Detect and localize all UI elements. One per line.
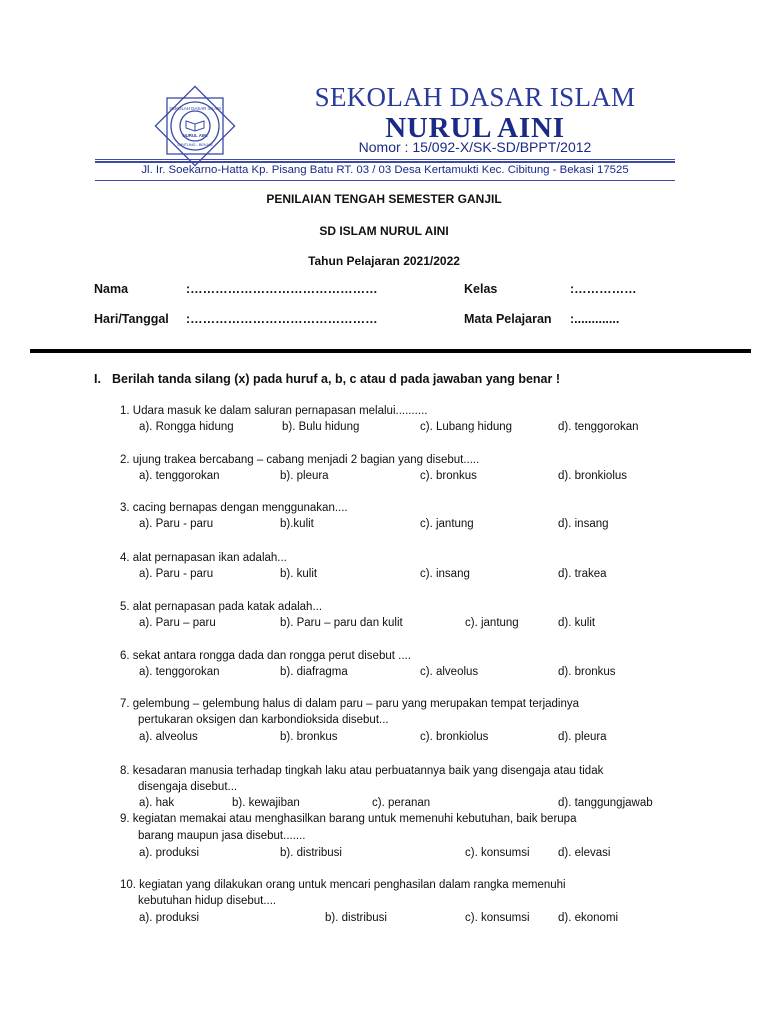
answer-option[interactable]: d). tanggungjawab [558, 797, 653, 809]
nama-field[interactable]: :……………………………………… [186, 282, 378, 296]
answer-option[interactable]: b). distribusi [280, 847, 342, 859]
school-seal-icon [153, 84, 237, 168]
question-text-continued: disengaja disebut... [138, 781, 238, 793]
answer-option[interactable]: c). insang [420, 568, 470, 580]
answer-option[interactable]: d). pleura [558, 731, 607, 743]
kelas-label: Kelas [464, 282, 498, 296]
answer-option[interactable]: d). ekonomi [558, 912, 619, 924]
answer-option[interactable]: b). diafragma [280, 666, 348, 678]
question-text: 6. sekat antara rongga dada dan rongga perut disebut .... [120, 650, 411, 662]
answer-option[interactable]: a). tenggorokan [139, 666, 220, 678]
answer-option[interactable]: d). elevasi [558, 847, 611, 859]
question-text: 10. kegiatan yang dilakukan orang untuk mencari penghasilan dalam rangka memenuhi [120, 879, 566, 891]
answer-option[interactable]: c). Lubang hidung [420, 421, 513, 433]
school-type: SEKOLAH DASAR ISLAM [314, 82, 636, 112]
answer-option[interactable]: a). hak [139, 797, 175, 809]
answer-option[interactable]: d). trakea [558, 568, 607, 580]
answer-option[interactable]: a). tenggorokan [139, 470, 220, 482]
question-text: 8. kesadaran manusia terhadap tingkah laku atau perbuatannya baik yang disengaja atau tidak [120, 765, 604, 777]
question-text: 1. Udara masuk ke dalam saluran pernapasan melalui.......... [120, 405, 428, 417]
seal-bottom-text: CIBITUNG - BEKASI [177, 143, 213, 147]
answer-option[interactable]: a). Paru - paru [139, 518, 214, 530]
answer-option[interactable]: c). bronkiolus [420, 731, 489, 743]
question-text: 7. gelembung – gelembung halus di dalam paru – paru yang merupakan tempat terjadinya [120, 698, 580, 710]
answer-option[interactable]: b). pleura [280, 470, 329, 482]
nama-label: Nama [94, 282, 129, 296]
section-divider [30, 349, 751, 353]
answer-option[interactable]: a). Paru – paru [139, 617, 216, 629]
answer-option[interactable]: b).kulit [280, 518, 314, 530]
answer-option[interactable]: c). peranan [372, 797, 431, 809]
school-registration-number: Nomor : 15/092-X/SK-SD/BPPT/2012 [358, 139, 592, 155]
header-rule [95, 180, 675, 181]
question-text: 9. kegiatan memakai atau menghasilkan barang untuk memenuhi kebutuhan, baik berupa [120, 813, 577, 825]
mata-pelajaran-label: Mata Pelajaran [464, 312, 552, 326]
question-text: 4. alat pernapasan ikan adalah... [120, 552, 287, 564]
answer-option[interactable]: b). distribusi [325, 912, 387, 924]
question-text: 2. ujung trakea bercabang – cabang menjadi 2 bagian yang disebut..... [120, 454, 480, 466]
section-instruction-text: Berilah tanda silang (x) pada huruf a, b, c atau d pada jawaban yang benar ! [112, 372, 561, 386]
question-text: 5. alat pernapasan pada katak adalah... [120, 601, 323, 613]
answer-option[interactable]: a). produksi [139, 847, 200, 859]
answer-option[interactable]: d). tenggorokan [558, 421, 639, 433]
answer-option[interactable]: a). Rongga hidung [139, 421, 234, 433]
answer-option[interactable]: c). jantung [465, 617, 519, 629]
exam-school: SD ISLAM NURUL AINI [319, 224, 449, 238]
answer-option[interactable]: c). alveolus [420, 666, 479, 678]
answer-option[interactable]: b). Bulu hidung [282, 421, 360, 433]
school-address: Jl. Ir. Soekarno-Hatta Kp. Pisang Batu RT. 03 / 03 Desa Kertamukti Kec. Cibitung - Bekasi 17525 [141, 164, 629, 176]
answer-option[interactable]: d). kulit [558, 617, 596, 629]
answer-option[interactable]: c). konsumsi [465, 912, 530, 924]
letterhead [95, 72, 675, 184]
answer-option[interactable]: d). bronkus [558, 666, 616, 678]
header-rule [95, 159, 675, 160]
question-text: 3. cacing bernapas dengan menggunakan.... [120, 502, 348, 514]
exam-title: PENILAIAN TENGAH SEMESTER GANJIL [266, 192, 502, 206]
answer-option[interactable]: c). konsumsi [465, 847, 530, 859]
exam-year: Tahun Pelajaran 2021/2022 [308, 254, 460, 268]
seal-center-text: NURUL AINI [182, 133, 208, 138]
question-text-continued: kebutuhan hidup disebut.... [138, 895, 277, 907]
school-name: NURUL AINI [385, 112, 565, 144]
question-text-continued: barang maupun jasa disebut....... [138, 830, 306, 842]
answer-option[interactable]: d). insang [558, 518, 609, 530]
hari-tanggal-label: Hari/Tanggal [94, 312, 169, 326]
kelas-field[interactable]: :…………… [570, 282, 637, 296]
answer-option[interactable]: c). jantung [420, 518, 474, 530]
hari-tanggal-field[interactable]: :……………………………………… [186, 312, 378, 326]
section-instruction [94, 372, 560, 386]
answer-option[interactable]: a). Paru - paru [139, 568, 214, 580]
answer-option[interactable]: b). bronkus [280, 731, 338, 743]
section-number: I. [94, 372, 101, 386]
answer-option[interactable]: a). produksi [139, 912, 200, 924]
answer-option[interactable]: b). kewajiban [232, 797, 300, 809]
seal-top-text: SEKOLAH DASAR ISLAM [169, 106, 221, 111]
answer-option[interactable]: c). bronkus [420, 470, 477, 482]
answer-option[interactable]: d). bronkiolus [558, 470, 628, 482]
question-text-continued: pertukaran oksigen dan karbondioksida disebut... [138, 714, 389, 726]
answer-option[interactable]: b). kulit [280, 568, 318, 580]
header-rule [95, 161, 675, 163]
answer-option[interactable]: b). Paru – paru dan kulit [280, 617, 403, 629]
mata-pelajaran-field[interactable]: :............. [570, 312, 620, 326]
answer-option[interactable]: a). alveolus [139, 731, 198, 743]
